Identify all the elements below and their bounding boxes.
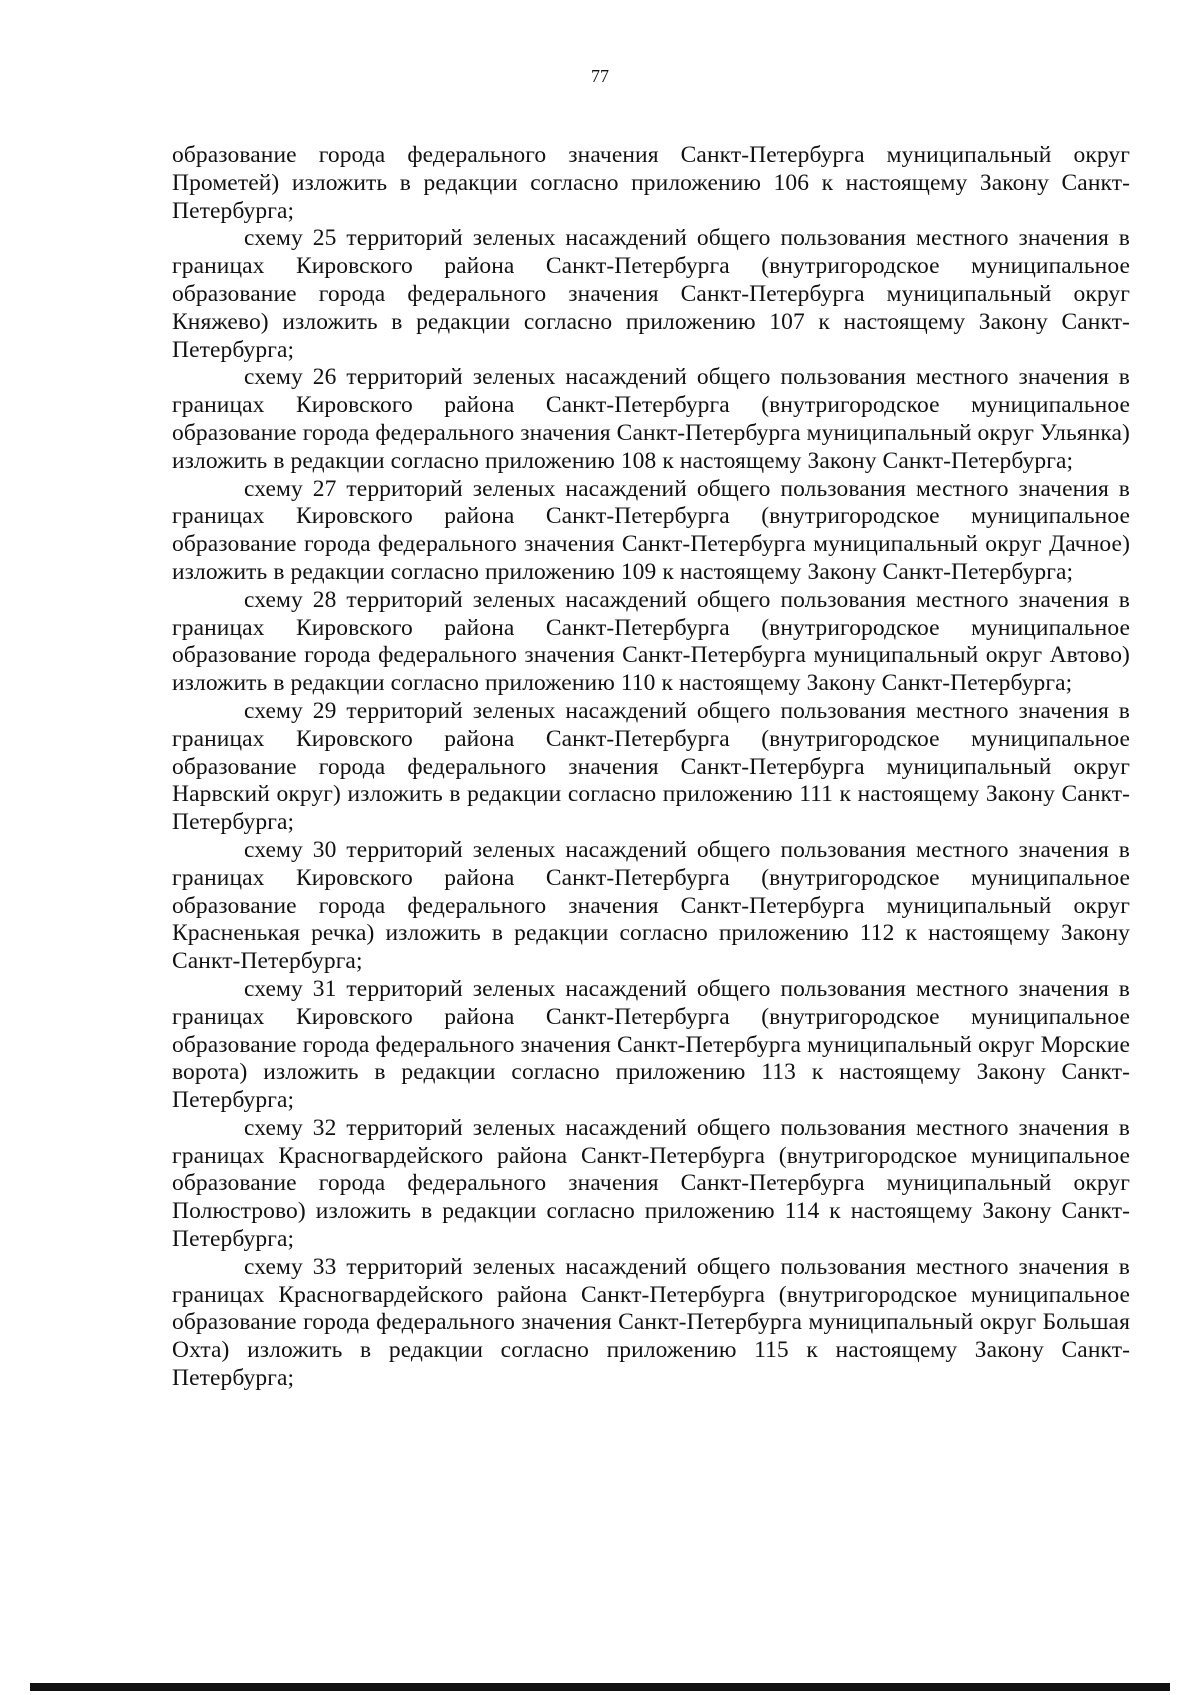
scan-bottom-edge <box>30 1683 1170 1691</box>
paragraph-scheme-25: схему 25 территорий зеленых насаждений общего пользования местного значения в границах Кировского района Санкт-Петербурга (внутригородское муниципальное образование города федерального значения Санкт-Петербурга муниципальный округ Княжево) изложить в редакции согласно приложению 107 к настоящему Закону Санкт-Петербурга; <box>172 225 1130 363</box>
document-body <box>172 142 1130 1393</box>
paragraph-scheme-27: схему 27 территорий зеленых насаждений общего пользования местного значения в границах Кировского района Санкт-Петербурга (внутригородское муниципальное образование города федерального значения Санкт-Петербурга муниципальный округ Дачное) изложить в редакции согласно приложению 109 к настоящему Закону Санкт-Петербурга; <box>172 475 1130 585</box>
paragraph-scheme-29: схему 29 территорий зеленых насаждений общего пользования местного значения в границах Кировского района Санкт-Петербурга (внутригородское муниципальное образование города федерального значения Санкт-Петербурга муниципальный округ Нарвский округ) изложить в редакции согласно приложению 111 к настоящему Закону Санкт-Петербурга; <box>172 697 1130 836</box>
paragraph-scheme-30: схему 30 территорий зеленых насаждений общего пользования местного значения в границах Кировского района Санкт-Петербурга (внутригородское муниципальное образование города федерального значения Санкт-Петербурга муниципальный округ Красненькая речка) изложить в редакции согласно приложению 112 к настоящему Закону Санкт-Петербурга; <box>172 836 1130 975</box>
paragraph-scheme-28: схему 28 территорий зеленых насаждений общего пользования местного значения в границах Кировского района Санкт-Петербурга (внутригородское муниципальное образование города федерального значения Санкт-Петербурга муниципальный округ Автово) изложить в редакции согласно приложению 110 к настоящему Закону Санкт-Петербурга; <box>172 586 1130 697</box>
paragraph-scheme-33: схему 33 территорий зеленых насаждений общего пользования местного значения в границах Красногвардейского района Санкт-Петербурга (внутригородское муниципальное образование города федерального значения Санкт-Петербурга муниципальный округ Большая Охта) изложить в редакции согласно приложению 115 к настоящему Закону Санкт-Петербурга; <box>172 1253 1130 1392</box>
paragraph-scheme-32: схему 32 территорий зеленых насаждений общего пользования местного значения в границах Красногвардейского района Санкт-Петербурга (внутригородское муниципальное образование города федерального значения Санкт-Петербурга муниципальный округ Полюстрово) изложить в редакции согласно приложению 114 к настоящему Закону Санкт-Петербурга; <box>172 1114 1130 1253</box>
paragraph-scheme-31: схему 31 территорий зеленых насаждений общего пользования местного значения в границах Кировского района Санкт-Петербурга (внутригородское муниципальное образование города федерального значения Санкт-Петербурга муниципальный округ Морские ворота) изложить в редакции согласно приложению 113 к настоящему Закону Санкт-Петербурга; <box>172 975 1130 1114</box>
paragraph-scheme-26: схему 26 территорий зеленых насаждений общего пользования местного значения в границах Кировского района Санкт-Петербурга (внутригородское муниципальное образование города федерального значения Санкт-Петербурга муниципальный округ Ульянка) изложить в редакции согласно приложению 108 к настоящему Закону Санкт-Петербурга; <box>172 364 1130 474</box>
page-number: 77 <box>591 66 609 86</box>
paragraph-continuation: образование города федерального значения Санкт-Петербурга муниципальный округ Прометей) изложить в редакции согласно приложению 106 к настоящему Закону Санкт-Петербурга; <box>172 142 1130 224</box>
